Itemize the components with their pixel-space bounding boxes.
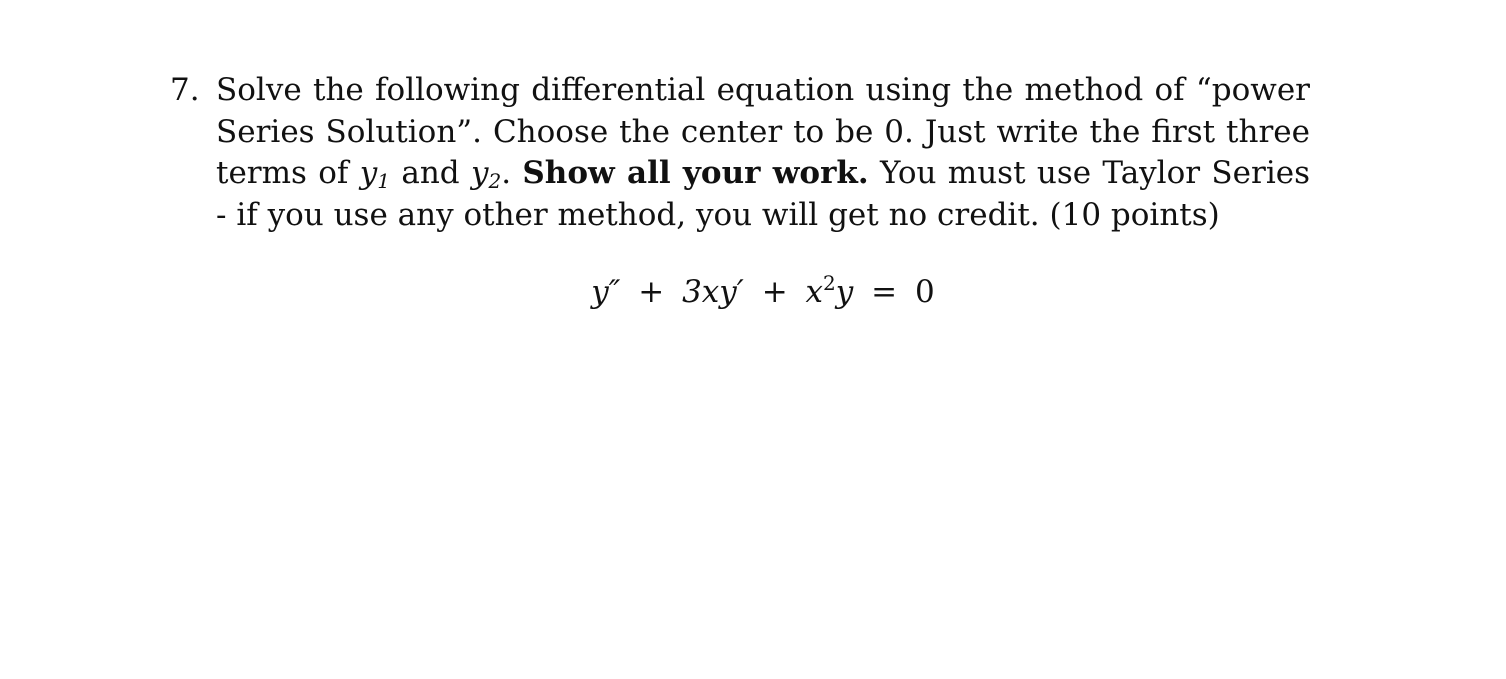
- eq-x: x: [805, 274, 824, 310]
- problem-text-part-1: Solve the following differential equation using the method of “power Series Solution”. Choose the center to be 0. Just write the first three terms of: [216, 72, 1310, 191]
- differential-equation: [0, 271, 1506, 310]
- y1-base: y: [359, 155, 378, 191]
- y2-base: y: [470, 155, 489, 191]
- y2-subscript: 2: [488, 169, 502, 193]
- y2-symbol: [471, 155, 501, 191]
- eq-3xy-prime: 3xy′: [682, 274, 744, 310]
- period: .: [501, 155, 523, 191]
- eq-exponent: 2: [823, 271, 836, 295]
- bold-instruction: Show all your work.: [522, 155, 869, 191]
- eq-zero: 0: [914, 274, 935, 310]
- eq-y: y: [835, 274, 854, 310]
- y1-symbol: [360, 155, 390, 191]
- problem-number: 7.: [170, 72, 200, 108]
- problem-7: [170, 70, 1310, 236]
- eq-plus-2: +: [761, 274, 788, 310]
- eq-equals: =: [871, 274, 898, 310]
- y1-subscript: 1: [377, 169, 390, 193]
- problem-text-part-2: You must use Taylor Series - if you use any other method, you will get no credit. (10 points): [216, 155, 1310, 233]
- and-word: and: [390, 155, 471, 191]
- eq-y-double-prime: y″: [591, 274, 621, 310]
- problem-text: [216, 70, 1310, 236]
- eq-plus-1: +: [638, 274, 665, 310]
